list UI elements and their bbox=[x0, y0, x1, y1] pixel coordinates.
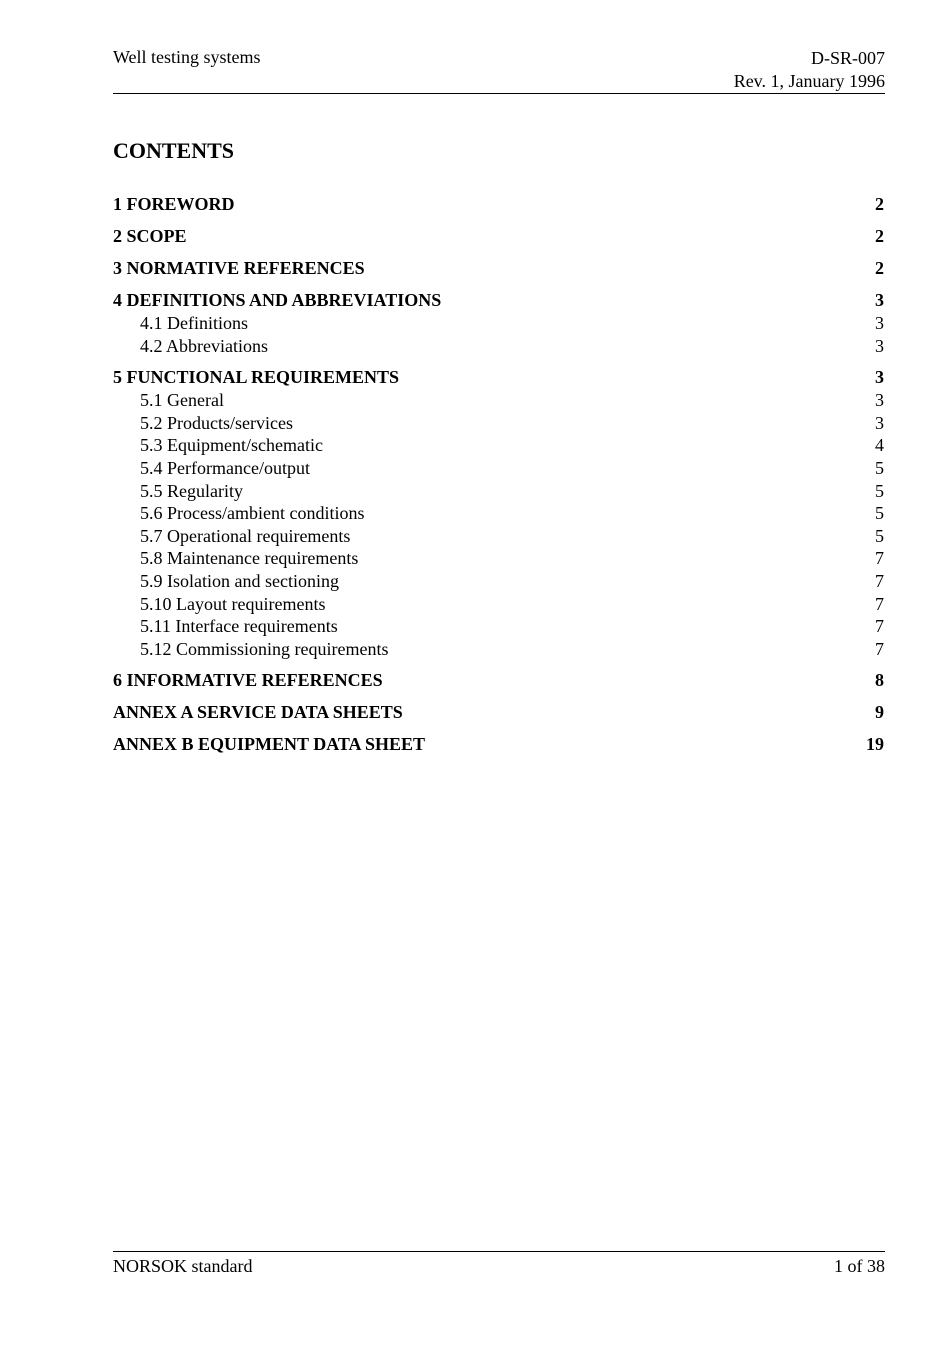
toc-entry-page: 19 bbox=[866, 734, 884, 755]
toc-subentry-page: 5 bbox=[875, 457, 884, 478]
toc-subentry-label: 5.5 Regularity bbox=[140, 480, 243, 501]
toc-subentry[interactable] bbox=[113, 638, 884, 661]
toc-subentry-label: 5.10 Layout requirements bbox=[140, 593, 326, 614]
toc-entry-functional-requirements[interactable] bbox=[113, 366, 884, 389]
toc-subentry[interactable] bbox=[113, 615, 884, 638]
page-number: 1 of 38 bbox=[834, 1256, 885, 1276]
toc-subentry-label: 5.2 Products/services bbox=[140, 412, 293, 433]
toc-subsection-group bbox=[113, 312, 884, 357]
toc-subentry-page: 4 bbox=[875, 435, 884, 456]
toc-entry-label: ANNEX A SERVICE DATA SHEETS bbox=[113, 702, 403, 723]
toc-subentry[interactable] bbox=[113, 525, 884, 548]
document-reference bbox=[734, 47, 885, 93]
toc-subentry-page: 7 bbox=[875, 616, 884, 637]
toc-entry-page: 2 bbox=[875, 258, 884, 278]
document-title: Well testing systems bbox=[113, 47, 261, 67]
toc-subentry[interactable] bbox=[113, 570, 884, 593]
table-of-contents bbox=[113, 193, 884, 765]
toc-entry-page: 2 bbox=[875, 194, 884, 214]
toc-subentry[interactable] bbox=[113, 593, 884, 616]
toc-subentry-page: 7 bbox=[875, 548, 884, 569]
toc-subentry[interactable] bbox=[113, 547, 884, 570]
document-revision: Rev. 1, January 1996 bbox=[733, 71, 885, 91]
toc-entry-page: 3 bbox=[875, 290, 884, 310]
toc-entry-foreword[interactable] bbox=[113, 193, 884, 216]
toc-subentry[interactable] bbox=[113, 335, 884, 358]
toc-entry-page: 8 bbox=[875, 670, 884, 691]
toc-subentry-page: 5 bbox=[875, 503, 884, 524]
toc-subentry[interactable] bbox=[113, 480, 884, 503]
toc-entry-annex-a[interactable] bbox=[113, 701, 884, 724]
toc-subentry-page: 5 bbox=[875, 480, 884, 501]
toc-subentry-page: 3 bbox=[875, 335, 884, 356]
toc-entry-label: 2 SCOPE bbox=[113, 226, 187, 246]
toc-subentry-page: 5 bbox=[875, 525, 884, 546]
toc-entry-label: ANNEX B EQUIPMENT DATA SHEET bbox=[113, 734, 426, 755]
toc-subentry-page: 3 bbox=[875, 390, 884, 411]
toc-entry-annex-b[interactable] bbox=[113, 733, 884, 756]
toc-entry-scope[interactable] bbox=[113, 225, 884, 248]
toc-subentry-label: 5.8 Maintenance requirements bbox=[140, 548, 359, 569]
toc-subentry-label: 5.6 Process/ambient conditions bbox=[140, 503, 365, 524]
toc-entry-page: 2 bbox=[875, 226, 884, 246]
toc-subentry-page: 7 bbox=[875, 570, 884, 591]
toc-subentry-page: 3 bbox=[875, 412, 884, 433]
toc-subentry-label: 5.7 Operational requirements bbox=[140, 525, 351, 546]
toc-subentry-label: 4.2 Abbreviations bbox=[140, 335, 268, 356]
toc-subentry[interactable] bbox=[113, 502, 884, 525]
standard-name: NORSOK standard bbox=[113, 1256, 253, 1276]
toc-subentry-page: 7 bbox=[875, 638, 884, 659]
toc-entry-label: 1 FOREWORD bbox=[113, 194, 235, 214]
toc-subentry-label: 5.12 Commissioning requirements bbox=[140, 638, 389, 659]
toc-subentry[interactable] bbox=[113, 457, 884, 480]
toc-entry-normative-references[interactable] bbox=[113, 257, 884, 280]
toc-entry-page: 3 bbox=[875, 367, 884, 388]
toc-subentry[interactable] bbox=[113, 312, 884, 335]
toc-subentry-label: 5.4 Performance/output bbox=[140, 457, 310, 478]
toc-entry-label: 6 INFORMATIVE REFERENCES bbox=[113, 670, 383, 691]
toc-subentry[interactable] bbox=[113, 434, 884, 457]
page-header bbox=[113, 47, 885, 94]
toc-subentry-label: 5.3 Equipment/schematic bbox=[140, 435, 323, 456]
toc-entry-label: 4 DEFINITIONS AND ABBREVIATIONS bbox=[113, 290, 442, 310]
toc-subentry-page: 7 bbox=[875, 593, 884, 614]
toc-entry-definitions-abbreviations[interactable] bbox=[113, 289, 884, 312]
toc-entry-page: 9 bbox=[875, 702, 884, 723]
page-footer bbox=[113, 1251, 885, 1277]
toc-subentry-label: 5.9 Isolation and sectioning bbox=[140, 570, 339, 591]
toc-entry-informative-references[interactable] bbox=[113, 669, 884, 692]
toc-subentry[interactable] bbox=[113, 412, 884, 435]
toc-entry-label: 5 FUNCTIONAL REQUIREMENTS bbox=[113, 367, 400, 388]
contents-heading: CONTENTS bbox=[113, 138, 235, 163]
document-id: D-SR-007 bbox=[810, 48, 885, 68]
toc-subentry-label: 4.1 Definitions bbox=[140, 313, 248, 333]
toc-subentry-label: 5.1 General bbox=[140, 390, 224, 411]
toc-subentry-page: 3 bbox=[875, 313, 884, 333]
toc-subsection-group bbox=[113, 389, 884, 660]
toc-subentry-label: 5.11 Interface requirements bbox=[140, 616, 338, 637]
toc-entry-label: 3 NORMATIVE REFERENCES bbox=[113, 258, 365, 278]
toc-subentry[interactable] bbox=[113, 389, 884, 412]
